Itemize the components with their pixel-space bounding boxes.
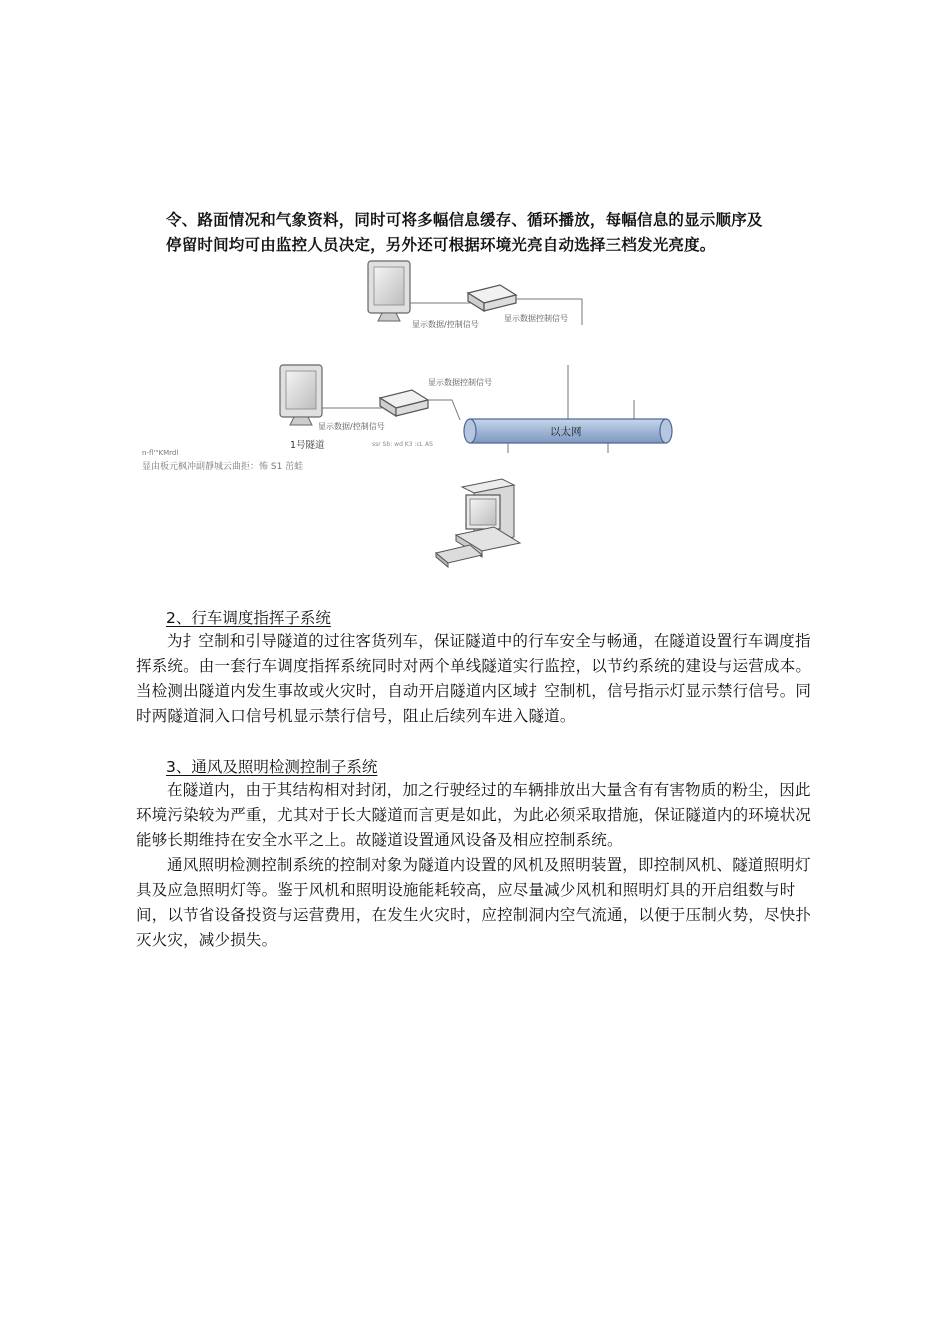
intro-line-2: 停留时间均可由监控人员决定，另外还可根据环境光亮自动选择三档发光亮度。 — [166, 236, 716, 254]
section-2-body: 为扌空制和引导隧道的过往客货列车，保证隧道中的行车安全与畅通，在隧道设置行车调度指挥系统。由一套行车调度指挥系统同时对两个单线隧道实行监控，以节约系统的建设与运营成本。当检测出隧道内发生事故或火灾时，自动开启隧道内区域扌空制机，信号指示灯显示禁行信号。同时两隧道洞入口信号机显示禁行信号，阻止后续列车进入隧道。 — [136, 632, 812, 725]
signal-label-top-right: 显示数据控制信号 — [504, 314, 568, 323]
signal-label-top-left: 显示数据/控制信号 — [412, 320, 479, 329]
section-3-body-1: 在隧道内，由于其结构相对封闭，加之行驶经过的车辆排放出大量含有有害物质的粉尘，因此环境污染较为严重，尤其对于长大隧道而言更是如此，为此必须采取措施，保证隧道内的环境状况能够长期维持在安全水平之上。故隧道设置通风设备及相应控制系统。 — [136, 781, 812, 849]
network-diagram — [130, 255, 690, 585]
workstation-computer-icon — [436, 479, 520, 567]
section-3-body-2: 通风照明检测控制系统的控制对象为隧道内设置的风机及照明装置，即控制风机、隧道照明灯具及应急照明灯等。鉴于风机和照明设施能耗较高，应尽量减少风机和照明灯具的开启组数与时间，以节省设备投资与运营费用，在发生火灾时，应控制洞内空气流通，以便于压制火势，尽快扑灭火灾，减少损失。 — [136, 856, 812, 949]
intro-line-1: 令、路面情况和气象资料，同时可将多幅信息缓存、循环播放，每幅信息的显示顺序及 — [166, 211, 763, 229]
section-3-heading: 3、通风及照明检测控制子系统 — [166, 758, 378, 776]
signal-label-mid: 显示数据控制信号 — [428, 378, 492, 387]
monitor-icon — [368, 261, 410, 321]
diagram-svg — [130, 255, 690, 585]
tunnel-controller-icon — [380, 390, 428, 416]
signal-label-bottom: 显示数据/控制信号 — [318, 422, 385, 431]
caption-line-1: n-fl'"KMrdl — [142, 449, 179, 457]
caption-line-2: 显由板元枫冲副靜城云曲拒：怖 S1 茁蛙 — [142, 462, 304, 472]
ethernet-label: 以太网 — [550, 426, 582, 438]
tunnel-monitor-icon — [280, 365, 322, 425]
section-2-heading: 2、行车调度指挥子系统 — [166, 609, 331, 627]
garbled-label: ssr Sb: wd K3 :cL AS — [372, 441, 433, 448]
tunnel-label: 1号隧道 — [290, 440, 325, 451]
controller-box-icon — [468, 285, 516, 311]
